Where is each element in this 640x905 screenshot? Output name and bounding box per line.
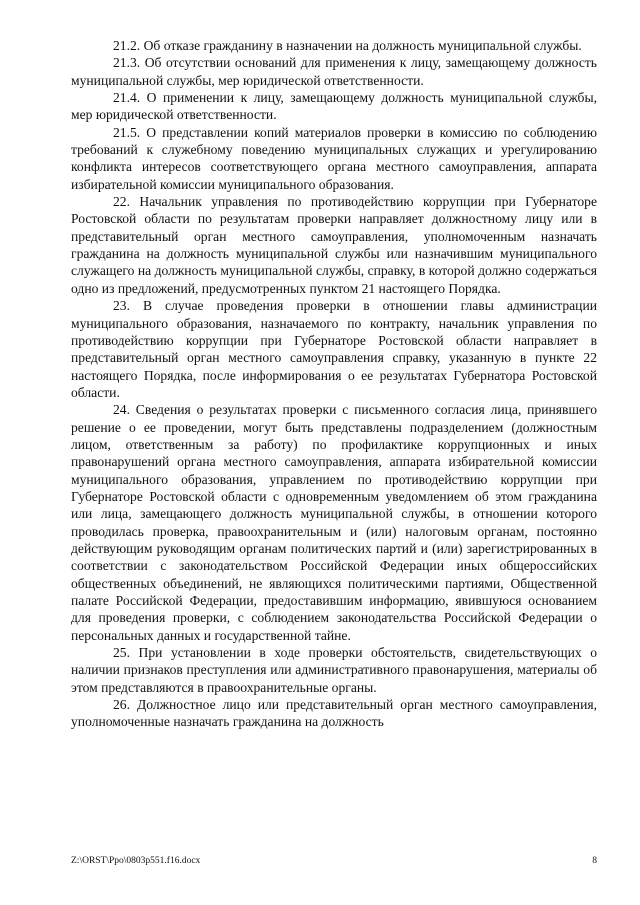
footer-file-path: Z:\ORST\Ppo\0803p551.f16.docx (71, 856, 201, 866)
paragraph-24: 24. Сведения о результатах проверки с письменного согласия лица, принявшего решение о ее проведении, могут быть представлены подразделением (должностным лицом, ответственным за работу) по профилактике коррупционных и иных правонарушений органа местного самоуправления, аппарата избирательной комиссии муниципального образования, управлением по противодействию коррупции при Губернаторе Ростовской области с одновременным уведомлением об этом гражданина или лица, замещающего должность муниципальной службы, в отношении которого проводилась проверка, правоохранительным и (или) налоговым органам, постоянно действующим руководящим органам политических партий и (или) зарегистрированных в соответствии с законодательством Российской Федерации иных общероссийских общественных объединений, не являющихся политическими партиями, Общественной палате Российской Федерации, предоставившим информацию, явившуюся основанием для проведения проверки, с соблюдением законодательства Российской Федерации о персональных данных и государственной тайне. (71, 402, 597, 643)
paragraph-26: 26. Должностное лицо или представительный орган местного самоуправления, уполномоченные назначать гражданина на должность (71, 697, 597, 730)
document-body (71, 37, 597, 731)
paragraph-21-5: 21.5. О представлении копий материалов проверки в комиссию по соблюдению требований к служебному поведению муниципальных служащих и урегулированию конфликта интересов соответствующего органа местного самоуправления, аппарата избирательной комиссии муниципального образования. (71, 124, 597, 192)
paragraph-25: 25. При установлении в ходе проверки обстоятельств, свидетельствующих о наличии признаков преступления или административного правонарушения, материалы об этом представляются в правоохранительные органы. (71, 645, 597, 695)
footer-page-number: 8 (592, 856, 597, 866)
paragraph-22: 22. Начальник управления по противодействию коррупции при Губернаторе Ростовской области по результатам проверки направляет должностному лицу или в представительный орган местного самоуправления, уполномоченным назначать гражданина на должность муниципальной службы или назначившим муниципального служащего на должность муниципальной службы, справку, в которой должно содержаться одно из предложений, предусмотренных пунктом 21 настоящего Порядка. (71, 194, 597, 296)
paragraph-21-4: 21.4. О применении к лицу, замещающему должность муниципальной службы, мер юридической ответственности. (71, 90, 597, 123)
paragraph-23: 23. В случае проведения проверки в отношении главы администрации муниципального образования, назначаемого по контракту, начальник управления по противодействию коррупции при Губернаторе Ростовской области направляет в представительный орган местного самоуправления справку, указанную в пункте 22 настоящего Порядка, после информирования о ее результатах Губернатора Ростовской области. (71, 298, 597, 400)
paragraph-21-2: 21.2. Об отказе гражданину в назначении на должность муниципальной службы. (113, 38, 582, 53)
paragraph-21-3: 21.3. Об отсутствии оснований для применения к лицу, замещающему должность муниципальной службы, мер юридической ответственности. (71, 55, 597, 88)
